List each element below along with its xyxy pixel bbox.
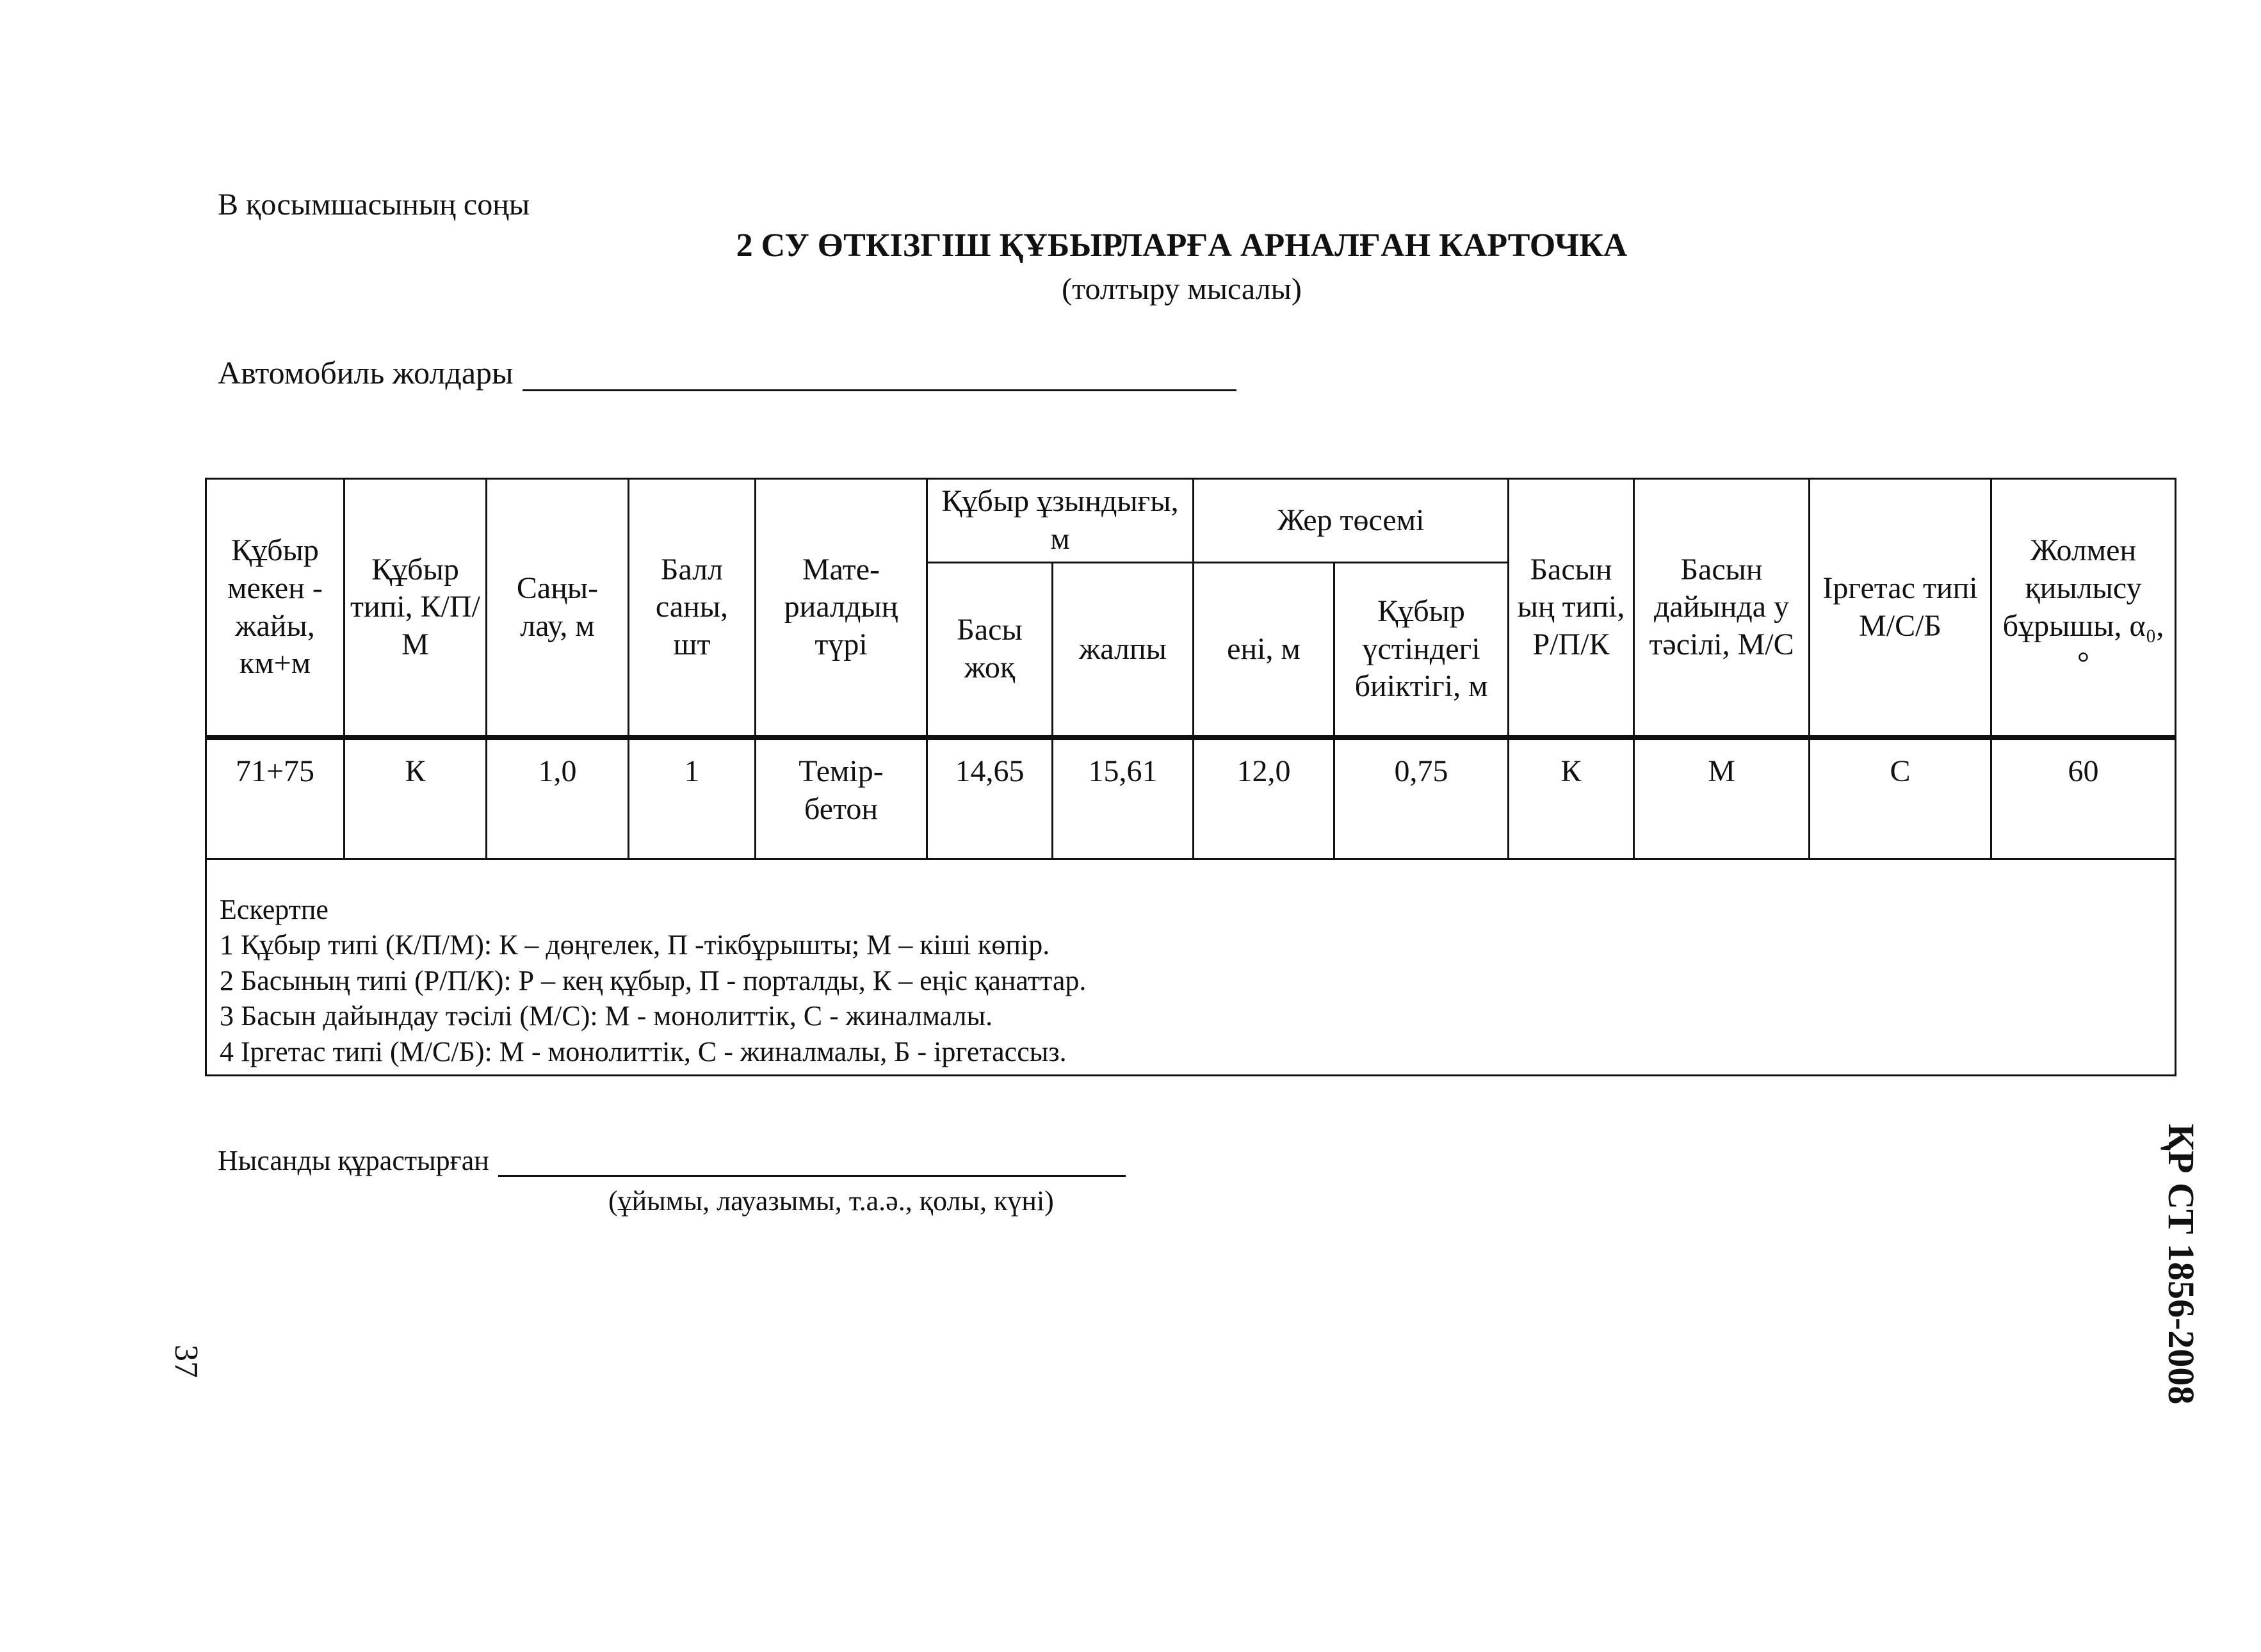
header-pipe-length: Құбыр ұзындығы, м — [927, 479, 1194, 563]
cell-height: 0,75 — [1334, 738, 1509, 859]
card-title: 2 СУ ӨТКІЗГІШ ҚҰБЫРЛАРҒА АРНАЛҒАН КАРТОЧКА — [736, 227, 1628, 264]
header-embankment-width: ені, м — [1194, 563, 1334, 738]
culvert-table — [205, 478, 2176, 1076]
page-number: 37 — [168, 1345, 204, 1378]
compiled-by-input-line[interactable] — [498, 1147, 1126, 1177]
header-length-total: жалпы — [1053, 563, 1194, 738]
compiled-by-row — [218, 1144, 1126, 1177]
compiled-by-label: Нысанды құрастырған — [218, 1145, 489, 1176]
cell-head-type: К — [1509, 738, 1634, 859]
cell-foundation-type: С — [1810, 738, 1991, 859]
road-input-line[interactable] — [523, 357, 1236, 391]
notes-title: Ескертпе — [220, 894, 328, 925]
header-length-no-head: Басы жоқ — [927, 563, 1053, 738]
cell-crossing-angle: 60 — [1991, 738, 2176, 859]
cell-length-total: 15,61 — [1053, 738, 1194, 859]
header-pipe-type: Құбыр типі, К/П/М — [344, 479, 487, 738]
road-label: Автомобиль жолдары — [218, 355, 514, 391]
header-points: Балл саны, шт — [629, 479, 756, 738]
cell-width: 12,0 — [1194, 738, 1334, 859]
header-head-method: Басын дайында у тәсілі, М/С — [1634, 479, 1810, 738]
notes-row — [206, 859, 2176, 1076]
note-line: 4 Іргетас типі (М/С/Б): М - монолиттік, С - жиналмалы, Б - іргетассыз. — [220, 1035, 1067, 1067]
cell-address: 71+75 — [206, 738, 344, 859]
cell-head-method: М — [1634, 738, 1810, 859]
card-subtitle: (толтыру мысалы) — [1062, 272, 1302, 306]
cell-span: 1,0 — [487, 738, 629, 859]
header-crossing-angle: Жолмен қиылысу бұрышы, α₀, ° — [1991, 479, 2176, 738]
appendix-end-caption: В қосымшасының соңы — [218, 188, 530, 222]
header-address: Құбыр мекен - жайы, км+м — [206, 479, 344, 738]
cell-material: Темір- бетон — [756, 738, 927, 859]
header-embankment-height: Құбыр үстіндегі биіктігі, м — [1334, 563, 1509, 738]
header-material: Мате- риалдың түрі — [756, 479, 927, 738]
notes-cell — [206, 859, 2176, 1076]
header-foundation-type: Іргетас типі М/С/Б — [1810, 479, 1991, 738]
note-line: 1 Құбыр типі (К/П/М): К – дөңгелек, П -тікбұрышты; М – кіші көпір. — [220, 929, 1050, 961]
header-head-type: Басын ың типі, Р/П/К — [1509, 479, 1634, 738]
header-span: Саңы- лау, м — [487, 479, 629, 738]
table-header-row — [206, 479, 2176, 563]
road-field-row — [218, 354, 1236, 391]
standard-code: ҚР СТ 1856-2008 — [2160, 1124, 2202, 1405]
cell-length-no-head: 14,65 — [927, 738, 1053, 859]
table-row — [206, 738, 2176, 859]
cell-points: 1 — [629, 738, 756, 859]
note-line: 2 Басының типі (Р/П/К): Р – кең құбыр, П - порталды, К – еңіс қанаттар. — [220, 964, 1087, 996]
header-embankment: Жер төсемі — [1194, 479, 1509, 563]
note-line: 3 Басын дайындау тәсілі (М/С): М - монолиттік, С - жиналмалы. — [220, 1000, 993, 1032]
cell-pipe-type: К — [344, 738, 487, 859]
compiled-by-hint: (ұйымы, лауазымы, т.а.ә., қолы, күні) — [608, 1185, 1054, 1217]
